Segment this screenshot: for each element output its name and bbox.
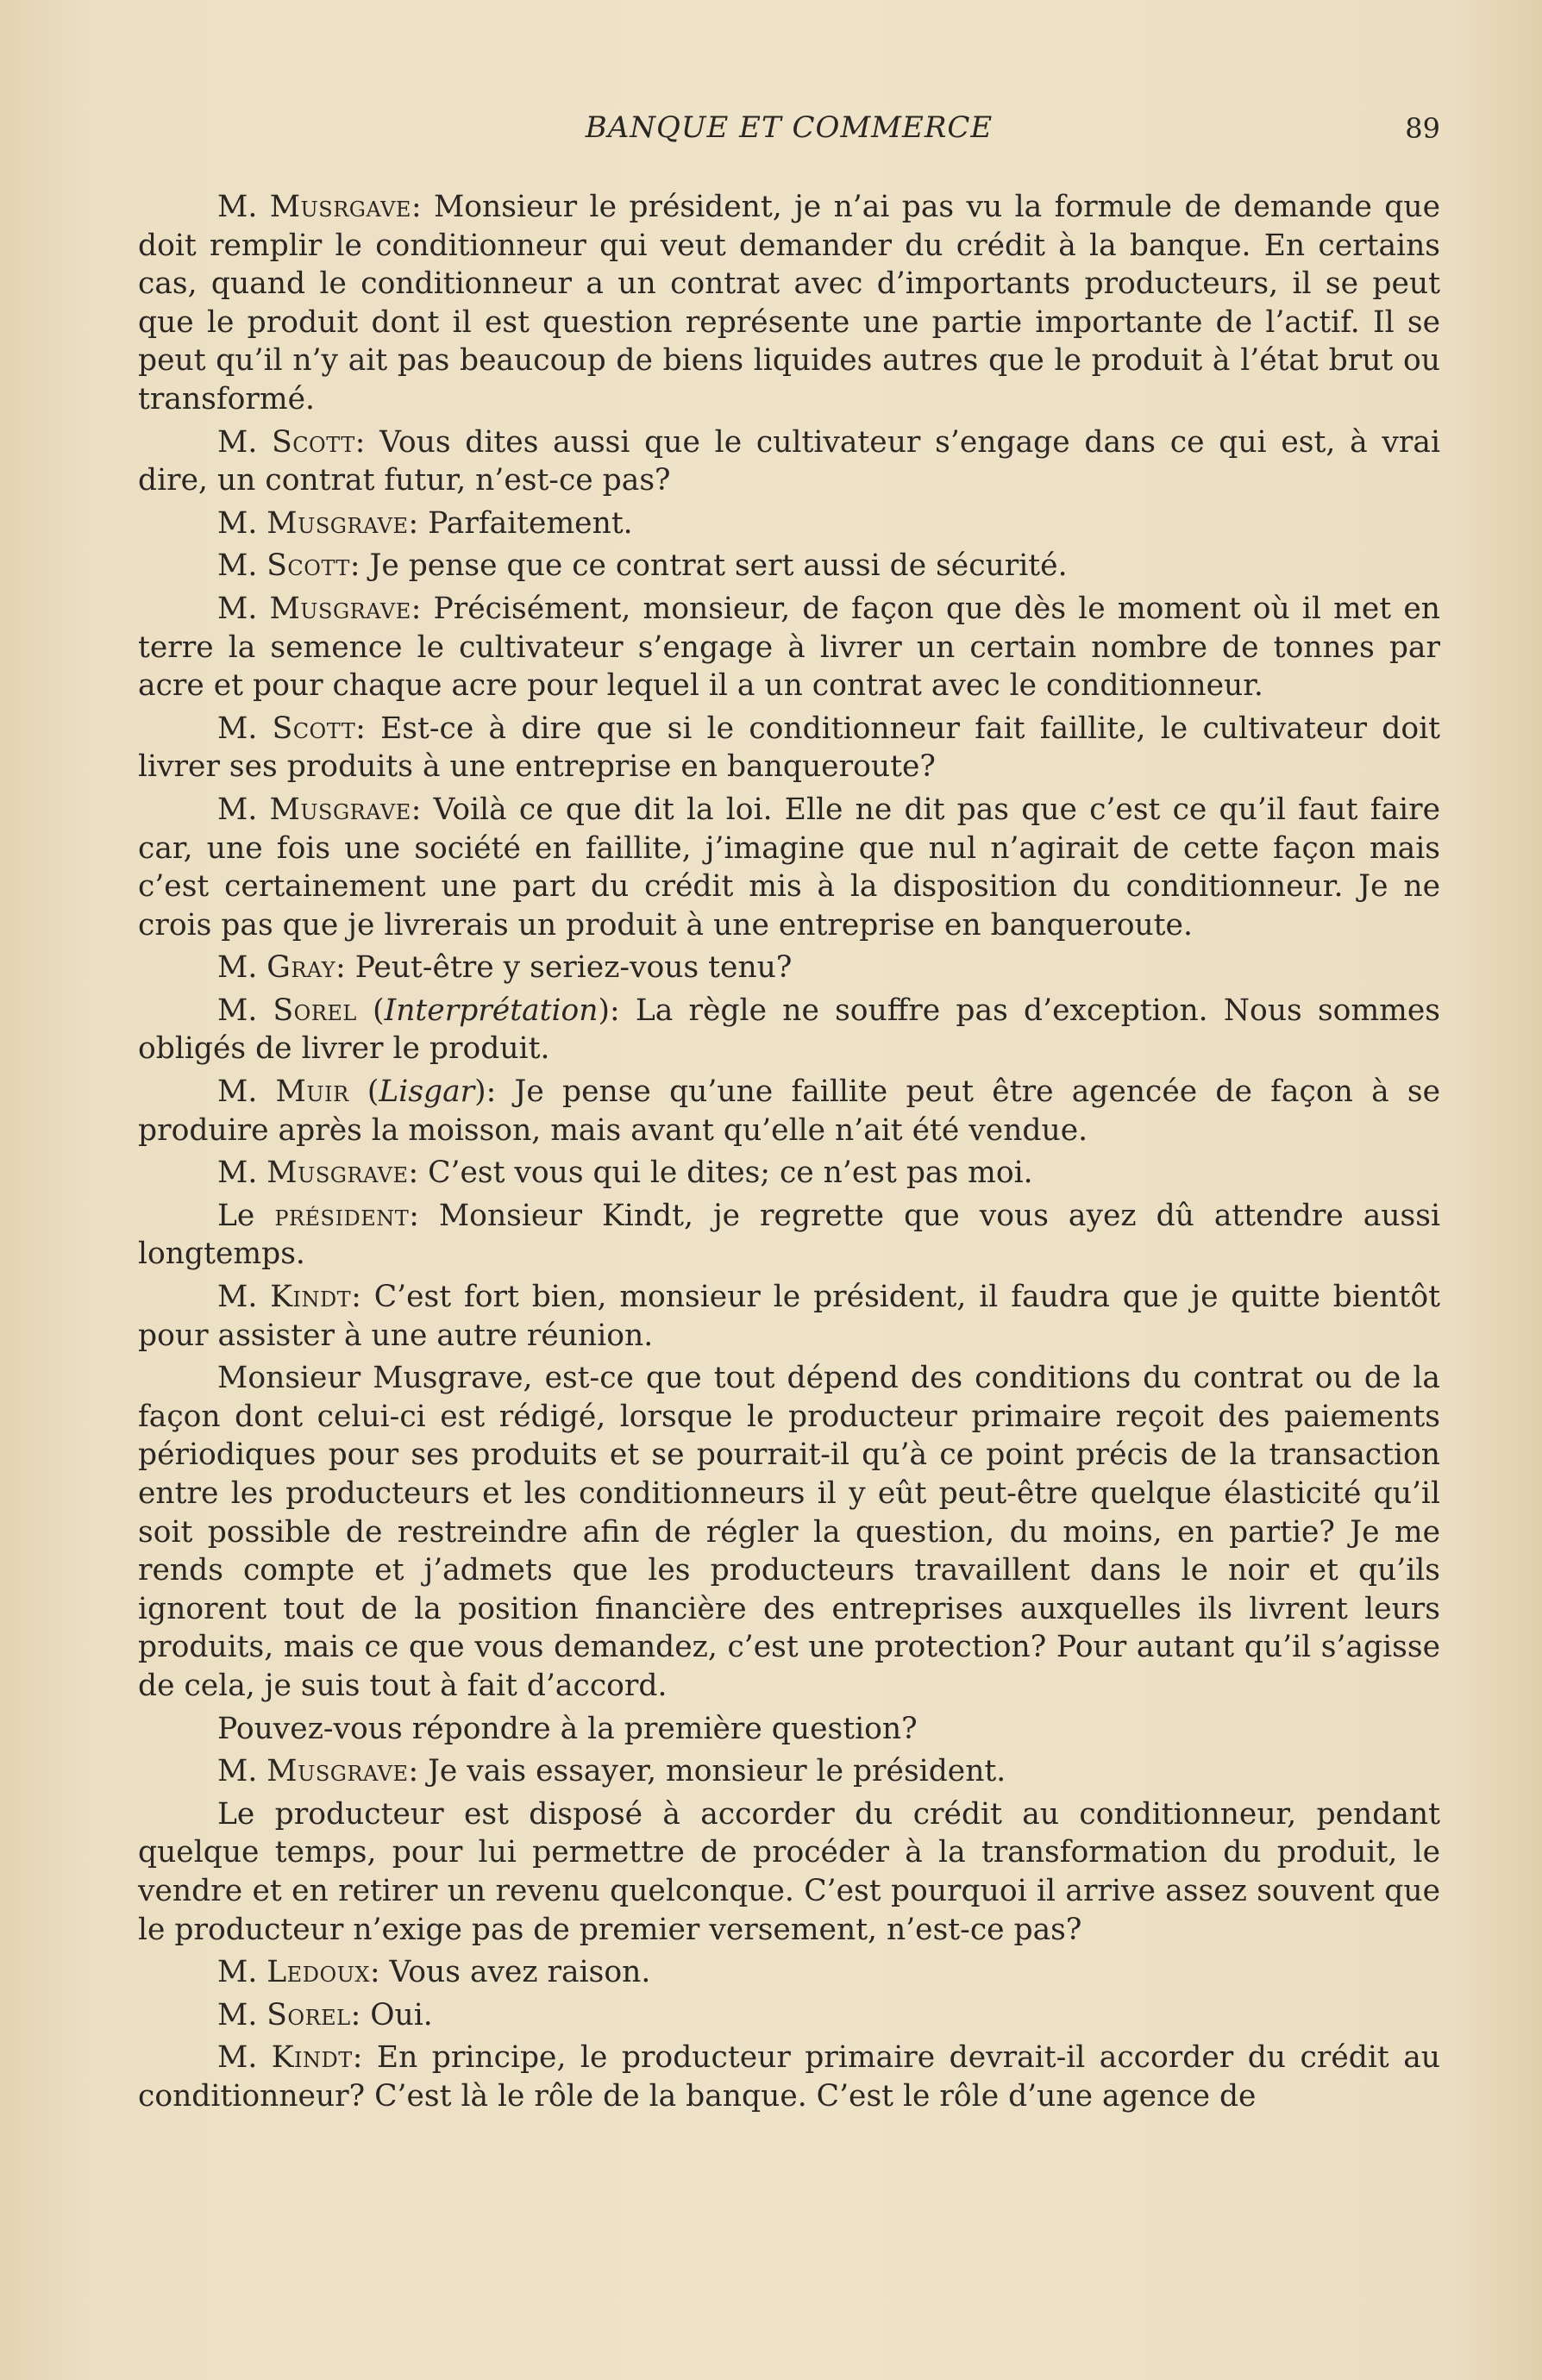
paragraph-text: Peut-être y seriez-vous tenu? (345, 950, 793, 986)
speaker-colon: : (409, 1198, 419, 1233)
paragraph (138, 423, 1440, 500)
speaker-name: Gray (266, 950, 336, 986)
speaker-name: président (274, 1198, 410, 1233)
speaker-colon: : (408, 1754, 419, 1789)
speaker-colon: : (369, 1955, 380, 1990)
speaker-prefix: M. (217, 2040, 272, 2076)
affiliation-close: ) (474, 1074, 486, 1110)
speaker-name: Musrgave (269, 190, 411, 224)
paragraph-text: Vous dites aussi que le cultivateur s’engage dans ce qui est, à vrai dire, un contrat futur, n’est-ce pas? (138, 424, 1440, 498)
paragraph-text: Est-ce à dire que si le conditionneur fait faillite, le cultivateur doit livrer ses produits à une entreprise en banqueroute? (138, 711, 1440, 785)
speaker-colon: : (335, 950, 346, 986)
speaker-colon: : (352, 2040, 363, 2076)
paragraph (138, 1710, 1440, 1749)
paragraph (138, 992, 1440, 1068)
paragraph-text: C’est fort bien, monsieur le président, il faudra que je quitte bientôt pour assister à une autre réunion. (138, 1280, 1441, 1353)
paragraph-text: En principe, le producteur primaire devrait-il accorder du crédit au conditionneur? C’est là le rôle de la banque. C’est le rôle d’une agence de (138, 2040, 1440, 2114)
speaker-name: Musgrave (266, 505, 409, 541)
speaker-name: Scott (272, 424, 355, 460)
paragraph (138, 590, 1440, 705)
speaker-prefix: M. (217, 993, 273, 1028)
paragraph (138, 547, 1440, 586)
paragraph (138, 1359, 1440, 1705)
paragraph (138, 1996, 1440, 2035)
paragraph (138, 504, 1440, 543)
speaker-name: Muir (275, 1074, 349, 1110)
speaker-name: Scott (272, 711, 356, 746)
speaker-colon: : (354, 424, 366, 460)
running-title: BANQUE ET COMMERCE (585, 110, 994, 145)
paragraph (138, 1953, 1440, 1992)
speaker-prefix: M. (217, 1074, 276, 1110)
speaker-name: Scott (266, 548, 350, 584)
speaker-prefix: M. (217, 591, 270, 626)
speaker-name: Sorel (273, 993, 357, 1028)
speaker-prefix: Le (217, 1198, 275, 1233)
paragraph-text: Je vais essayer, monsieur le président. (418, 1754, 1006, 1789)
speaker-prefix: M. (217, 424, 273, 460)
speaker-prefix: M. (217, 792, 270, 827)
speaker-colon: : (486, 1074, 497, 1110)
speaker-colon: : (350, 1997, 361, 2032)
paragraph-text: Voilà ce que dit la loi. Elle ne dit pas que c’est ce qu’il faut faire car, une fois une société en faillite, j’imagine que nul n’agirait de cette façon mais c’est certainement une part du crédit mis à la disposition du conditionneur. Je ne crois pas que je livrerais un produit à une entreprise en banqueroute. (138, 792, 1440, 943)
paragraph-text: C’est vous qui le dites; ce n’est pas moi. (418, 1156, 1033, 1191)
paragraph (138, 1073, 1440, 1149)
speaker-prefix: M. (217, 1754, 267, 1789)
paragraph (138, 188, 1440, 419)
affiliation-open: ( (348, 1074, 379, 1110)
paragraph (138, 710, 1440, 786)
paragraph-text: Vous avez raison. (379, 1955, 651, 1990)
page-header (138, 110, 1440, 155)
speaker-prefix: M. (217, 711, 273, 746)
paragraph (138, 791, 1440, 944)
speaker-colon: : (408, 505, 419, 541)
paragraph (138, 1795, 1440, 1949)
speaker-colon: : (411, 591, 422, 626)
affiliation-open: ( (356, 993, 385, 1028)
speaker-prefix: M. (217, 1955, 267, 1990)
paragraph (138, 2039, 1440, 2115)
paragraph-text: Monsieur Musgrave, est-ce que tout dépend des conditions du contrat ou de la façon dont celui-ci est rédigé, lorsque le producteur primaire reçoit des paiements périodiques pour ses produits et se pourrait-il qu’à ce point précis de la transaction entre les producteurs et les conditionneurs il y eût peut-être quelque élasticité qu’il soit possible de restreindre afin de régler la question, du moins, en partie? Je me rends compte et j’admets que les producteurs travaillent dans le noir et qu’ils ignorent tout de la position financière des entreprises auxquelles ils livrent leurs produits, mais ce que vous demandez, c’est une protection? Pour autant qu’il s’agisse de cela, je suis tout à fait d’accord. (138, 1361, 1440, 1703)
paragraph (138, 949, 1440, 987)
speaker-affiliation: Lisgar (379, 1074, 475, 1110)
speaker-name: Musgrave (266, 1754, 409, 1789)
paragraph-text: Pouvez-vous répondre à la première question? (217, 1711, 918, 1746)
paragraph-text: Je pense que ce contrat sert aussi de sécurité. (360, 548, 1068, 584)
speaker-name: Sorel (266, 1997, 351, 2032)
paragraph-text: Monsieur Kindt, je regrette que vous ayez dû attendre aussi longtemps. (138, 1198, 1440, 1272)
speaker-name: Ledoux (266, 1955, 370, 1990)
affiliation-close: ) (598, 993, 610, 1028)
paragraph-text: Précisément, monsieur, de façon que dès le moment où il met en terre la semence le cultivateur s’engage à livrer un certain nombre de tonnes par acre et pour chaque acre pour lequel il a un contrat avec le conditionneur. (138, 591, 1440, 704)
paragraph-text: Parfaitement. (418, 505, 633, 541)
paragraph-text: Le producteur est disposé à accorder du crédit au conditionneur, pendant quelque temps, pour lui permettre de procéder à la transformation du produit, le vendre et en retirer un revenu quelconque. C’est pourquoi il arrive assez souvent que le producteur n’exige pas de premier versement, n’est-ce pas? (138, 1796, 1440, 1947)
paragraph-text: Je pense qu’une faillite peut être agencée de façon à se produire après la moisson, mais avant qu’elle n’ait été vendue. (138, 1074, 1440, 1148)
paragraph (138, 1197, 1440, 1274)
speaker-colon: : (609, 993, 620, 1028)
speaker-name: Musgrave (266, 1156, 409, 1191)
page-number: 89 (1405, 112, 1440, 145)
speaker-colon: : (355, 711, 366, 746)
speaker-name: Kindt (271, 2040, 353, 2076)
speaker-prefix: M. (217, 1156, 267, 1191)
speaker-prefix: M. (217, 548, 267, 584)
speaker-colon: : (411, 190, 422, 224)
speaker-colon: : (349, 548, 360, 584)
paragraph-text: Oui. (360, 1997, 433, 2032)
paragraph-text: Monsieur le président, je n’ai pas vu la formule de demande que doit remplir le conditionneur qui veut demander du crédit à la banque. En certains cas, quand le conditionneur a un contrat avec d’importants producteurs, il se peut que le produit dont il est question représente une partie importante de l’actif. Il se peut qu’il n’y ait pas beaucoup de biens liquides autres que le produit à l’état brut ou transformé. (138, 190, 1440, 416)
paragraph-text: La règle ne souffre pas d’exception. Nous sommes obligés de livrer le produit. (138, 993, 1440, 1067)
paragraph (138, 1154, 1440, 1193)
speaker-prefix: M. (217, 1280, 271, 1315)
speaker-prefix: M. (217, 190, 270, 224)
paragraph (138, 1278, 1440, 1355)
paragraph (138, 1752, 1440, 1791)
speaker-name: Kindt (270, 1280, 352, 1315)
transcript-body (138, 188, 1440, 2120)
speaker-prefix: M. (217, 505, 267, 541)
speaker-affiliation: Interprétation (384, 993, 599, 1028)
speaker-colon: : (411, 792, 422, 827)
speaker-colon: : (351, 1280, 361, 1315)
speaker-prefix: M. (217, 950, 267, 986)
speaker-name: Musgrave (269, 792, 411, 827)
speaker-prefix: M. (217, 1997, 267, 2032)
speaker-colon: : (408, 1156, 419, 1191)
speaker-name: Musgrave (269, 591, 411, 626)
